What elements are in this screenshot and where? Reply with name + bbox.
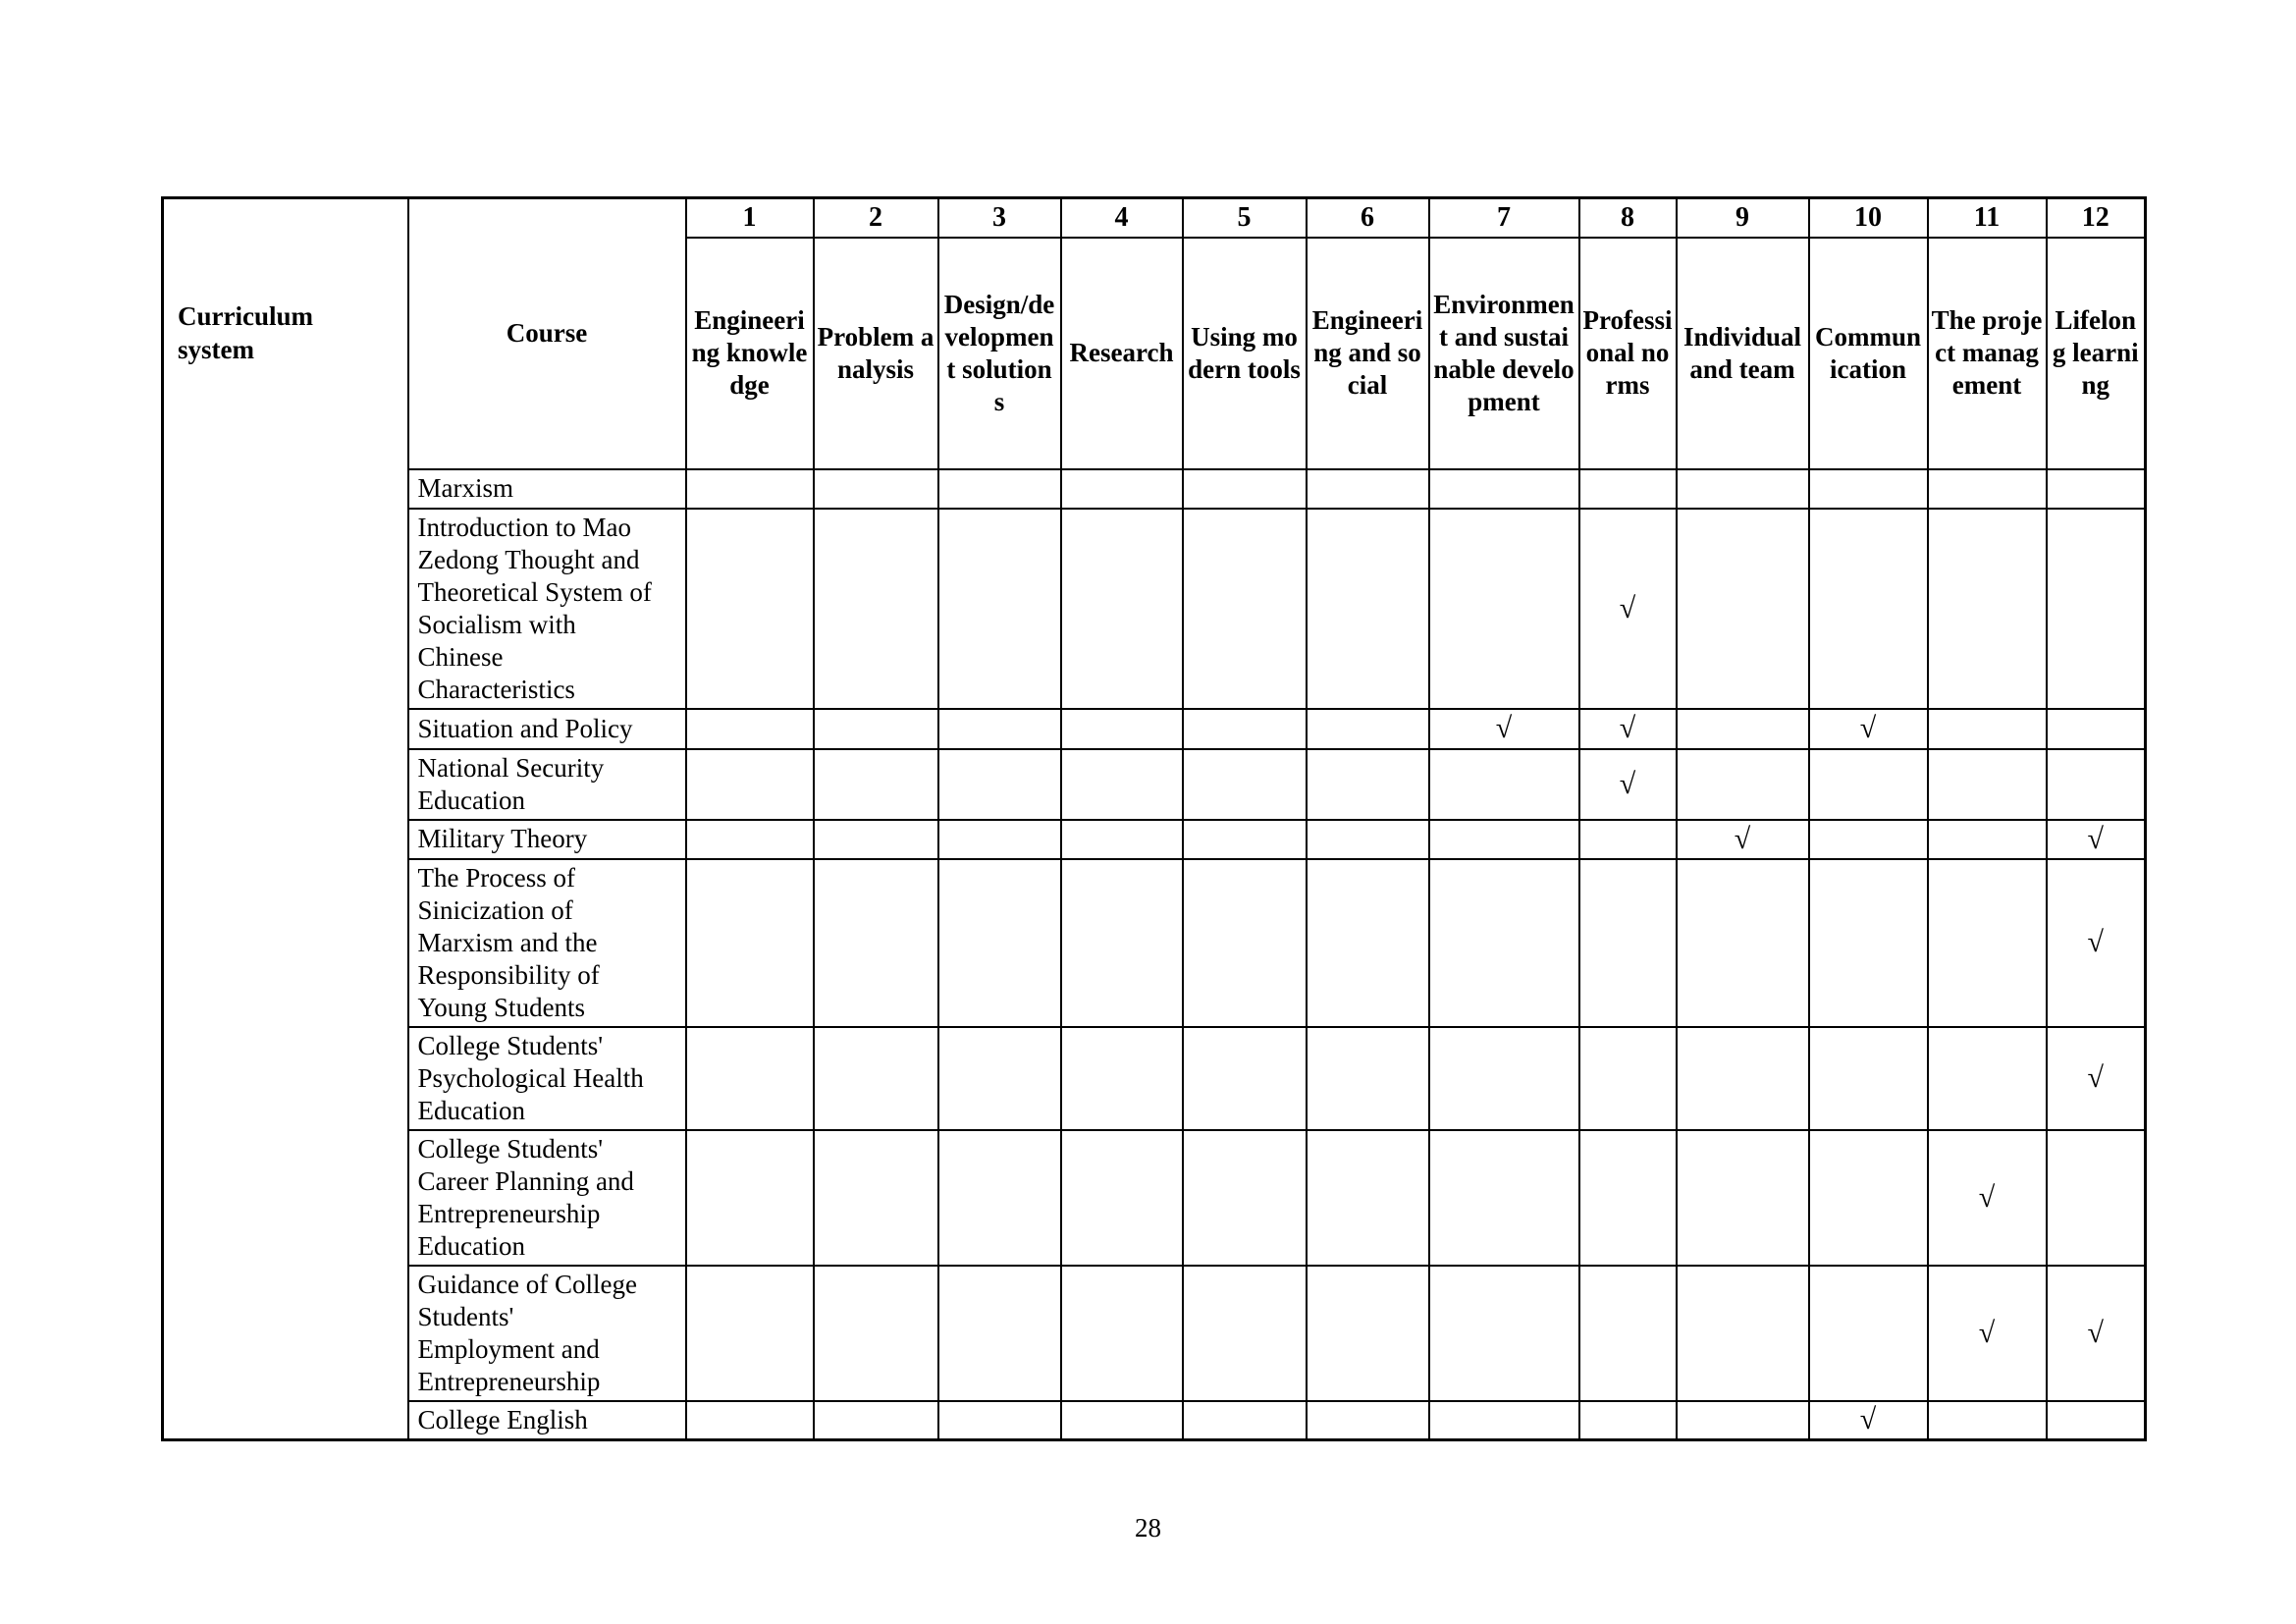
mark-cell	[814, 1130, 938, 1266]
mark-cell	[1307, 1401, 1429, 1440]
mark-cell-checked: √	[1809, 1401, 1928, 1440]
mark-cell	[686, 859, 814, 1027]
mark-cell	[1061, 1266, 1183, 1401]
mark-cell	[1579, 1401, 1677, 1440]
mark-cell-checked: √	[2047, 859, 2146, 1027]
mark-cell	[1809, 859, 1928, 1027]
mark-cell	[1928, 749, 2047, 820]
mark-cell	[1429, 1130, 1579, 1266]
mark-cell	[814, 509, 938, 709]
mark-cell	[1183, 820, 1307, 859]
mark-cell	[1579, 1027, 1677, 1130]
mark-cell-checked: √	[1429, 709, 1579, 749]
mark-cell	[1928, 469, 2047, 509]
mark-cell	[1307, 469, 1429, 509]
mark-cell	[1183, 469, 1307, 509]
mark-cell	[1183, 709, 1307, 749]
course-row	[163, 1027, 2146, 1130]
mark-cell	[1061, 1401, 1183, 1440]
course-row	[163, 1130, 2146, 1266]
indicator-number-row	[163, 198, 2146, 238]
mark-cell	[1061, 1130, 1183, 1266]
course-name-cell: Military Theory	[408, 820, 686, 859]
mark-cell-checked: √	[2047, 820, 2146, 859]
course-name-cell: College Students' Career Planning and Entrepreneurship Education	[408, 1130, 686, 1266]
mark-cell	[814, 1027, 938, 1130]
mark-cell	[1307, 709, 1429, 749]
mark-cell	[1809, 1027, 1928, 1130]
mark-cell-checked: √	[1677, 820, 1809, 859]
course-name-cell: Introduction to Mao Zedong Thought and Theoretical System of Socialism with Chinese Characteristics	[408, 509, 686, 709]
course-row	[163, 859, 2146, 1027]
mark-cell	[1429, 509, 1579, 709]
curriculum-mapping-table	[161, 196, 2147, 1441]
indicator-number-cell: 12	[2047, 198, 2146, 238]
mark-cell	[1307, 1266, 1429, 1401]
mark-cell	[2047, 749, 2146, 820]
mark-cell	[1677, 509, 1809, 709]
mark-cell-checked: √	[1928, 1130, 2047, 1266]
page-number: 28	[1135, 1513, 1161, 1543]
indicator-header-cell: Communication	[1809, 238, 1928, 469]
mark-cell	[1677, 1266, 1809, 1401]
mark-cell-checked: √	[2047, 1266, 2146, 1401]
mark-cell	[938, 1266, 1061, 1401]
mark-cell	[1809, 1130, 1928, 1266]
course-name-cell: College English	[408, 1401, 686, 1440]
mark-cell	[938, 1027, 1061, 1130]
indicator-number-cell: 3	[938, 198, 1061, 238]
indicator-header-cell: Using modern tools	[1183, 238, 1307, 469]
indicator-header-cell: Engineering knowledge	[686, 238, 814, 469]
course-name-cell: The Process of Sinicization of Marxism and the Responsibility of Young Students	[408, 859, 686, 1027]
mark-cell	[938, 749, 1061, 820]
mark-cell	[686, 749, 814, 820]
mark-cell-checked: √	[2047, 1027, 2146, 1130]
mark-cell	[938, 820, 1061, 859]
course-row	[163, 820, 2146, 859]
course-row	[163, 469, 2146, 509]
mark-cell	[1579, 859, 1677, 1027]
indicator-header-cell: Design/development solutions	[938, 238, 1061, 469]
mark-cell	[1061, 509, 1183, 709]
indicator-number-cell: 2	[814, 198, 938, 238]
mark-cell	[1677, 709, 1809, 749]
course-row	[163, 1266, 2146, 1401]
mark-cell	[938, 709, 1061, 749]
indicator-number-cell: 4	[1061, 198, 1183, 238]
mark-cell	[1677, 749, 1809, 820]
mark-cell	[1429, 1027, 1579, 1130]
mark-cell	[2047, 1401, 2146, 1440]
mark-cell	[686, 1130, 814, 1266]
mark-cell	[686, 1401, 814, 1440]
mark-cell	[686, 469, 814, 509]
indicator-header-cell: Engineering and social	[1307, 238, 1429, 469]
mark-cell	[1677, 1401, 1809, 1440]
mark-cell	[2047, 469, 2146, 509]
mark-cell	[1429, 1401, 1579, 1440]
mark-cell-checked: √	[1928, 1266, 2047, 1401]
mark-cell	[1809, 509, 1928, 709]
mark-cell	[1429, 469, 1579, 509]
mark-cell	[1183, 1401, 1307, 1440]
mark-cell	[938, 859, 1061, 1027]
mark-cell	[2047, 1130, 2146, 1266]
mark-cell	[1928, 820, 2047, 859]
indicator-number-cell: 10	[1809, 198, 1928, 238]
mark-cell	[1307, 509, 1429, 709]
mark-cell	[1809, 749, 1928, 820]
mark-cell	[814, 820, 938, 859]
mark-cell	[686, 509, 814, 709]
indicator-number-cell: 6	[1307, 198, 1429, 238]
mark-cell-checked: √	[1579, 709, 1677, 749]
mark-cell	[1677, 1130, 1809, 1266]
mark-cell	[1429, 1266, 1579, 1401]
indicator-header-cell: Research	[1061, 238, 1183, 469]
indicator-header-cell: The project management	[1928, 238, 2047, 469]
indicator-number-cell: 1	[686, 198, 814, 238]
indicator-number-cell: 8	[1579, 198, 1677, 238]
mark-cell	[814, 859, 938, 1027]
mark-cell	[1928, 1027, 2047, 1130]
mark-cell	[938, 1401, 1061, 1440]
course-row	[163, 509, 2146, 709]
mark-cell	[814, 1266, 938, 1401]
mark-cell	[938, 509, 1061, 709]
course-name-cell: Guidance of College Students' Employment and Entrepreneurship	[408, 1266, 686, 1401]
curriculum-system-header-cell: Curriculum system	[163, 198, 408, 1440]
mark-cell	[1809, 1266, 1928, 1401]
mark-cell	[1183, 859, 1307, 1027]
mark-cell	[938, 1130, 1061, 1266]
course-row	[163, 1401, 2146, 1440]
course-name-cell: National Security Education	[408, 749, 686, 820]
indicator-header-cell: Individual and team	[1677, 238, 1809, 469]
mark-cell	[1579, 1266, 1677, 1401]
mark-cell-checked: √	[1579, 749, 1677, 820]
indicator-number-cell: 7	[1429, 198, 1579, 238]
course-header-cell: Course	[408, 198, 686, 469]
indicator-header-cell: Lifelong learning	[2047, 238, 2146, 469]
mark-cell	[686, 1027, 814, 1130]
mark-cell	[2047, 509, 2146, 709]
mark-cell	[1429, 820, 1579, 859]
mark-cell	[1307, 1130, 1429, 1266]
course-row	[163, 709, 2146, 749]
mark-cell	[1809, 820, 1928, 859]
mark-cell	[1061, 749, 1183, 820]
mark-cell	[938, 469, 1061, 509]
mark-cell	[1579, 820, 1677, 859]
table-body	[163, 198, 2146, 1440]
mark-cell	[1579, 1130, 1677, 1266]
course-name-cell: Situation and Policy	[408, 709, 686, 749]
mark-cell	[1677, 1027, 1809, 1130]
mark-cell-checked: √	[1579, 509, 1677, 709]
mark-cell	[1677, 859, 1809, 1027]
mark-cell	[1579, 469, 1677, 509]
mark-cell	[814, 749, 938, 820]
mark-cell	[814, 469, 938, 509]
indicator-header-cell: Environment and sustainable development	[1429, 238, 1579, 469]
mark-cell-checked: √	[1809, 709, 1928, 749]
mark-cell	[1677, 469, 1809, 509]
mark-cell	[1429, 859, 1579, 1027]
mark-cell	[1307, 820, 1429, 859]
course-name-cell: Marxism	[408, 469, 686, 509]
mark-cell	[1183, 509, 1307, 709]
mark-cell	[686, 1266, 814, 1401]
mark-cell	[1183, 1027, 1307, 1130]
mark-cell	[2047, 709, 2146, 749]
mark-cell	[1928, 859, 2047, 1027]
mark-cell	[1809, 469, 1928, 509]
mark-cell	[686, 820, 814, 859]
mark-cell	[1928, 709, 2047, 749]
indicator-header-cell: Professional norms	[1579, 238, 1677, 469]
mark-cell	[1307, 859, 1429, 1027]
mark-cell	[1307, 1027, 1429, 1130]
mark-cell	[1061, 820, 1183, 859]
course-row	[163, 749, 2146, 820]
mark-cell	[1307, 749, 1429, 820]
mark-cell	[686, 709, 814, 749]
mark-cell	[1061, 859, 1183, 1027]
indicator-header-cell: Problem analysis	[814, 238, 938, 469]
mark-cell	[814, 709, 938, 749]
mark-cell	[1061, 1027, 1183, 1130]
mark-cell	[1183, 1266, 1307, 1401]
mark-cell	[1061, 469, 1183, 509]
mark-cell	[1928, 1401, 2047, 1440]
indicator-number-cell: 5	[1183, 198, 1307, 238]
indicator-number-cell: 11	[1928, 198, 2047, 238]
mark-cell	[1429, 749, 1579, 820]
indicator-number-cell: 9	[1677, 198, 1809, 238]
mark-cell	[814, 1401, 938, 1440]
mark-cell	[1061, 709, 1183, 749]
course-name-cell: College Students' Psychological Health Education	[408, 1027, 686, 1130]
mark-cell	[1183, 1130, 1307, 1266]
mark-cell	[1183, 749, 1307, 820]
mark-cell	[1928, 509, 2047, 709]
